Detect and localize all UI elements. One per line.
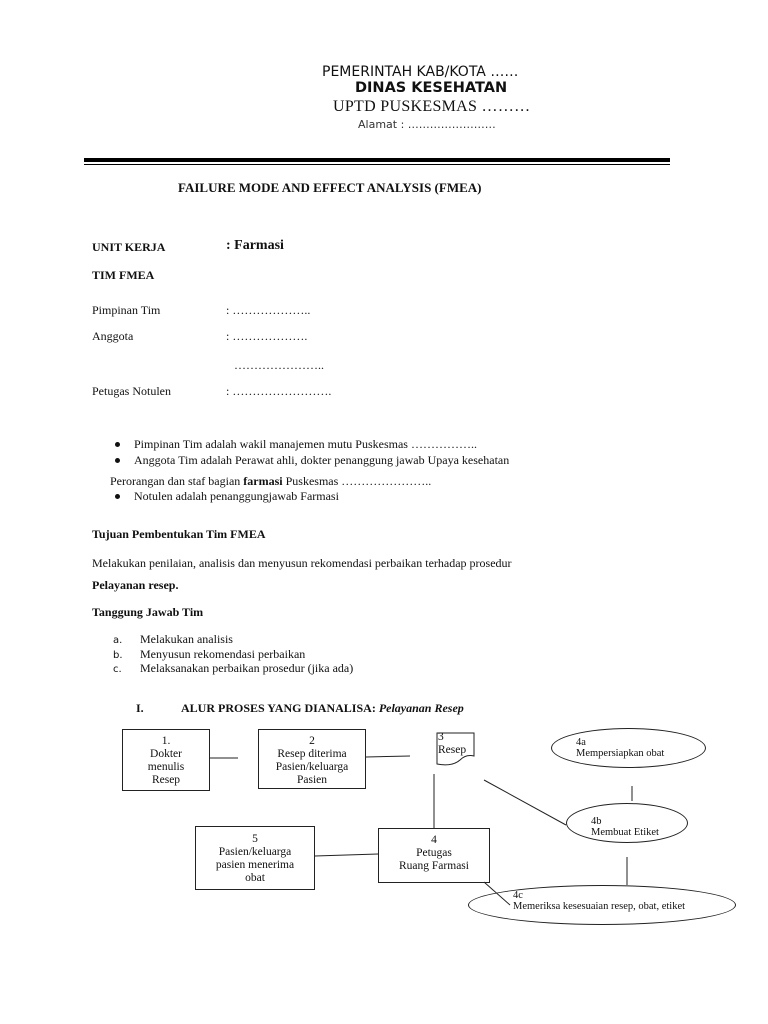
list-marker: b. [113, 649, 123, 661]
team-value-anggota-2: ………………….. [234, 358, 324, 372]
tujuan-heading: Tujuan Pembentukan Tim FMEA [92, 527, 266, 541]
flow-node-3-num: 3 [438, 731, 444, 743]
flow-node-2-line3: Pasien [296, 774, 328, 786]
flow-node-4c-num: 4c [513, 890, 523, 901]
flow-node-4-num: 4 [431, 834, 437, 846]
flow-node-4c-label: Memeriksa kesesuaian resep, obat, etiket [513, 901, 686, 912]
header-unit: UPTD PUSKESMAS ……… [333, 98, 531, 115]
list-text: Melakukan analisis [140, 632, 233, 646]
flow-node-1-num: 1. [161, 735, 171, 747]
flow-node-4a-num: 4a [576, 737, 586, 748]
flow-node-2-num: 2 [309, 735, 315, 747]
tim-fmea-label: TIM FMEA [92, 268, 155, 282]
header-government: PEMERINTAH KAB/KOTA …… [322, 64, 519, 80]
section-title-text: ALUR PROSES YANG DIANALISA: [181, 701, 376, 715]
team-value-pimpinan: : ……………….. [226, 303, 311, 317]
flow-node-4-line1: Petugas [416, 847, 452, 859]
unit-kerja-label: UNIT KERJA [92, 240, 166, 254]
flow-node-1 [122, 729, 210, 791]
list-marker: c. [113, 664, 122, 675]
unit-kerja-value: : Farmasi [226, 238, 284, 253]
header-agency: DINAS KESEHATAN [355, 80, 508, 96]
flow-node-2-line2: Pasien/keluarga [275, 761, 349, 773]
flow-node-1-line1: Dokter [150, 748, 182, 760]
section-title-italic: Pelayanan Resep [378, 701, 464, 715]
list-marker: a. [113, 635, 123, 646]
team-value-anggota: : ………………. [226, 329, 308, 343]
flow-node-3 [438, 731, 466, 757]
flow-node-5-line3: obat [245, 872, 265, 884]
bullet-continuation-tail: Puskesmas ………………….. [282, 474, 432, 488]
flow-node-1-line2: menulis [147, 761, 185, 773]
bullet-continuation-text: Perorangan dan staf bagian [110, 474, 244, 488]
header-address: Alamat : …………………… [358, 118, 496, 131]
list-item: Pimpinan Tim adalah wakil manajemen mutu Puskesmas …………….. [110, 436, 509, 452]
flow-node-5-line1: Pasien/keluarga [218, 846, 292, 858]
team-value-notulen: : ……………………. [226, 384, 332, 398]
section-number: I. [136, 701, 144, 715]
flow-node-3-label: Resep [438, 744, 467, 756]
team-label-pimpinan: Pimpinan Tim [92, 303, 161, 317]
flow-node-4b-label: Membuat Etiket [591, 827, 659, 838]
flow-node-4c [468, 885, 736, 925]
list-item: Notulen adalah penanggungjawab Farmasi [110, 488, 339, 504]
flow-node-1-line3: Resep [151, 774, 181, 786]
flow-node-2-line1: Resep diterima [277, 748, 347, 760]
flow-node-4a [551, 728, 706, 768]
flow-node-4b-num: 4b [591, 816, 602, 827]
team-label-anggota: Anggota [92, 329, 134, 343]
tujuan-text-bold: Pelayanan resep. [92, 578, 179, 592]
flow-node-2 [258, 729, 366, 789]
flow-node-5-line2: pasien menerima [215, 859, 295, 871]
team-label-notulen: Petugas Notulen [92, 384, 171, 398]
tanggung-jawab-heading: Tanggung Jawab Tim [92, 605, 204, 619]
flow-node-5 [195, 826, 315, 890]
document-title: FAILURE MODE AND EFFECT ANALYSIS (FMEA) [178, 180, 482, 195]
list-text: Melaksanakan perbaikan prosedur (jika ada) [140, 661, 354, 675]
tujuan-text: Melakukan penilaian, analisis dan menyusun rekomendasi perbaikan terhadap prosedur [92, 556, 512, 570]
flow-node-4a-label: Mempersiapkan obat [576, 748, 665, 759]
list-text: Menyusun rekomendasi perbaikan [140, 646, 306, 661]
flow-node-4-line2: Ruang Farmasi [399, 860, 469, 872]
flow-node-4b [566, 803, 688, 843]
flow-node-5-num: 5 [252, 833, 258, 845]
bullet-continuation-bold: farmasi [243, 474, 283, 488]
list-item: Anggota Tim adalah Perawat ahli, dokter penanggung jawab Upaya kesehatan [110, 452, 509, 468]
flow-node-4 [378, 828, 490, 883]
